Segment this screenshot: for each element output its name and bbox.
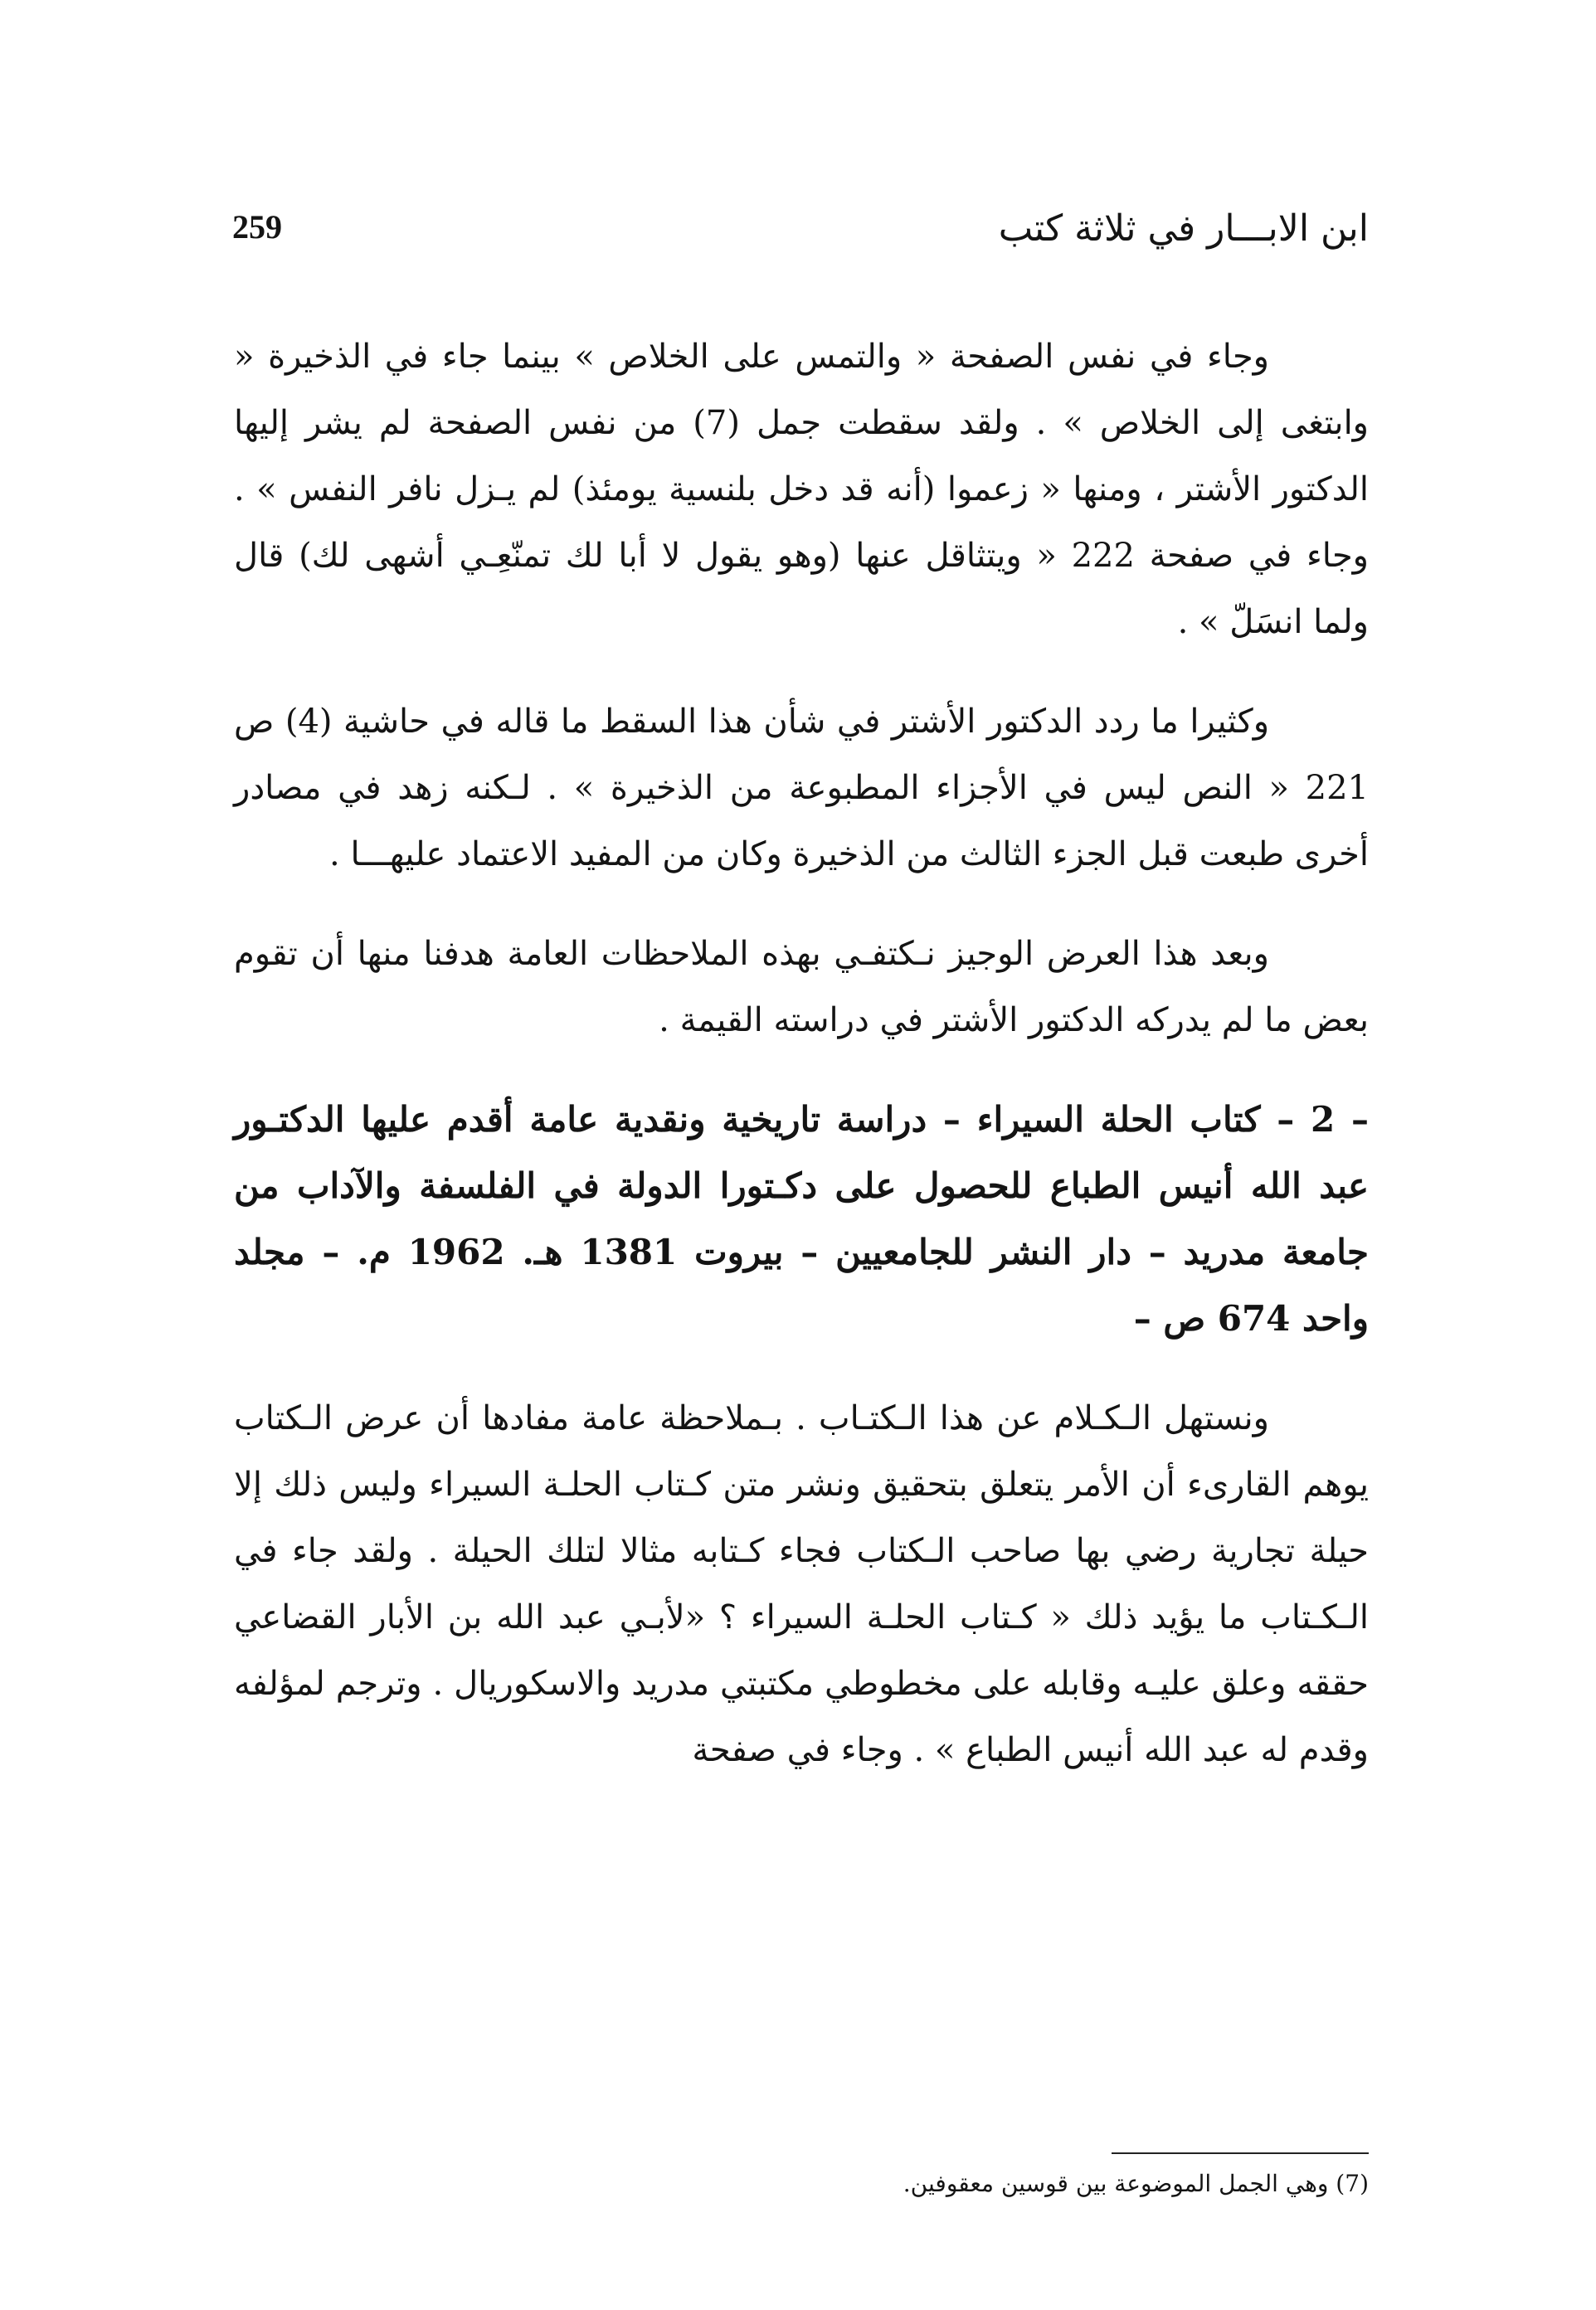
footnote-divider <box>1112 2152 1369 2154</box>
footnote: (7) وهي الجمل الموضوعة بين قوسين معقوفين. <box>903 2170 1369 2197</box>
paragraph-3: وبعد هذا العرض الوجيز نـكتفـي بهذه الملاحظات العامة هدفنا منها أن تقوم بعض ما لم يدركه الدكتور الأشتر في دراسته القيمة . <box>234 935 1369 1039</box>
running-title: ابن الابـــار في ثلاثة كتب <box>998 207 1369 250</box>
page-number: 259 <box>232 208 282 246</box>
paragraph-2: وكثيرا ما ردد الدكتور الأشتر في شأن هذا السقط ما قاله في حاشية (4) ص 221 « النص ليس في الأجزاء المطبوعة من الذخيرة » . لـكنه زهد في مصادر أخرى طبعت قبل الجزء الثالث من الذخيرة وكان من المفيد الاعتماد عليهـــا . <box>234 703 1369 873</box>
paragraph-4: ونستهل الـكـلام عن هذا الـكتـاب . بـملاحظة عامة مفادها أن عرض الـكتاب يوهم القارىء أن الأمر يتعلق بتحقيق ونشر متن كـتاب الحلـة السيراء وليس ذلك إلا حيلة تجارية رضي بها صاحب الـكتاب فجاء كـتابه مثالا لتلك الحيلة . ولقد جاء في الـكـتاب ما يؤيد ذلك « كـتاب الحلـة السيراء ؟ «لأبـي عبد الله بن الأبار القضاعي حققه وعلق عليـه وقابله على مخطوطي مكتبتي مدريد والاسكوريال . وترجم لمؤلفه وقدم له عبد الله أنيس الطباع » . وجاء في صفحة <box>234 1399 1370 1769</box>
running-header <box>232 207 1369 257</box>
paragraph-1: وجاء في نفس الصفحة « والتمس على الخلاص » بينما جاء في الذخيرة « وابتغى إلى الخلاص » . ولقد سقطت جمل (7) من نفس الصفحة لم يشر إليها الدكتور الأشتر ، ومنها « زعموا (أنه قد دخل بلنسية يومئذ) لم يـزل نافر النفس » . وجاء في صفحة 222 « ويتثاقل عنها (وهو يقول لا أبا لك تمنّعِـي أشهى لك) قال ولما انسَلّ » . <box>234 338 1369 641</box>
body-text <box>234 323 1369 1816</box>
section-heading: – 2 – كتاب الحلة السيراء – دراسة تاريخية ونقدية عامة أقدم عليها الدكتـور عبد الله أنيس الطباع للحصول على دكـتورا الدولة في الفلسفة والآداب من جامعة مدريد – دار النشر للجامعيين – بيروت 1381 هـ. 1962 م. – مجلد واحد 674 ص – <box>234 1099 1369 1339</box>
